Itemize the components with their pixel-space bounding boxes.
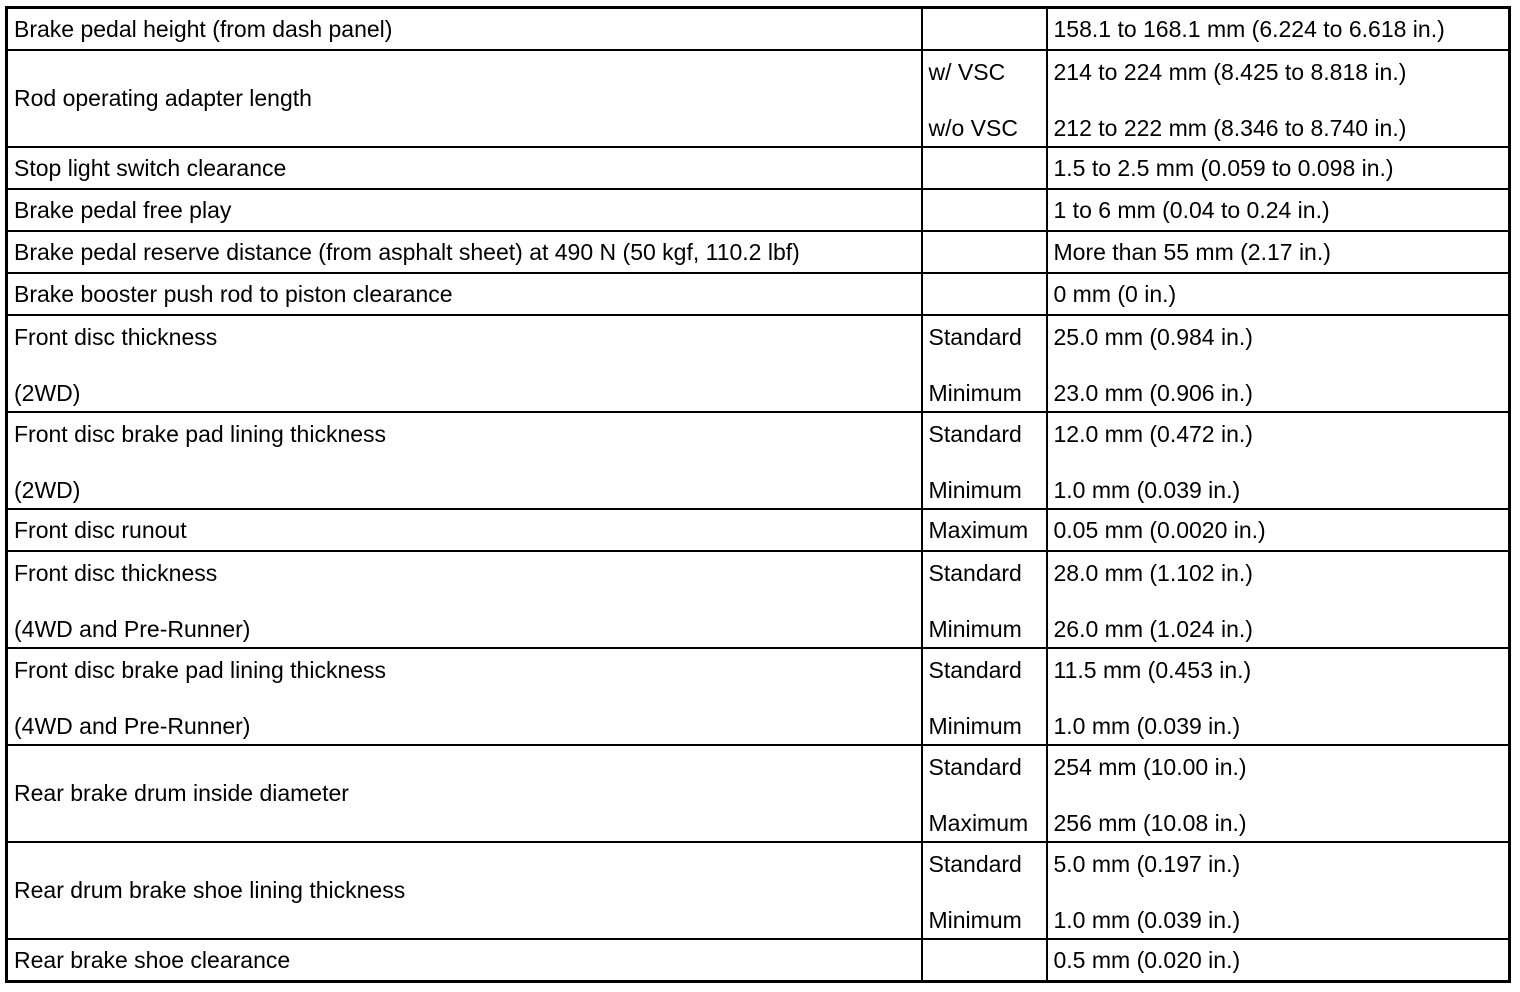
condition-cell — [922, 147, 1047, 189]
condition-cell — [922, 745, 1047, 842]
item-cell: Rear brake drum inside diameter — [7, 745, 922, 842]
item-cell: Brake pedal reserve distance (from asphalt sheet) at 490 N (50 kgf, 110.2 lbf) — [7, 231, 922, 273]
table-row — [7, 8, 1510, 51]
table-row — [7, 315, 1510, 412]
condition-label: Standard — [928, 421, 1022, 447]
condition-label: Standard — [928, 560, 1022, 586]
item-cell: Brake pedal height (from dash panel) — [7, 8, 922, 51]
value-cell — [1047, 315, 1510, 412]
value-cell: 0.5 mm (0.020 in.) — [1047, 939, 1510, 982]
spec-value: 5.0 mm (0.197 in.) — [1053, 851, 1241, 877]
condition-cell — [922, 315, 1047, 412]
table-row — [7, 509, 1510, 551]
condition-cell — [922, 189, 1047, 231]
spec-value: 254 mm (10.00 in.) — [1053, 754, 1247, 780]
item-note: (4WD and Pre-Runner) — [14, 713, 251, 739]
item-cell: Brake booster push rod to piston clearance — [7, 273, 922, 315]
value-cell: More than 55 mm (2.17 in.) — [1047, 231, 1510, 273]
spec-value: 1.0 mm (0.039 in.) — [1053, 907, 1241, 933]
condition-cell — [922, 50, 1047, 147]
condition-cell: Maximum — [922, 509, 1047, 551]
condition-label: Minimum — [928, 616, 1022, 642]
condition-cell — [922, 939, 1047, 982]
condition-label: Standard — [928, 851, 1022, 877]
condition-label: Maximum — [928, 810, 1029, 836]
item-label: Front disc brake pad lining thickness — [14, 421, 387, 447]
value-cell: 1 to 6 mm (0.04 to 0.24 in.) — [1047, 189, 1510, 231]
brake-specification-table — [5, 6, 1511, 983]
condition-label: Minimum — [928, 380, 1022, 406]
item-cell: Stop light switch clearance — [7, 147, 922, 189]
table-row — [7, 745, 1510, 842]
value-cell — [1047, 745, 1510, 842]
condition-cell — [922, 273, 1047, 315]
item-cell — [7, 315, 922, 412]
item-label: Front disc brake pad lining thickness — [14, 657, 387, 683]
value-cell — [1047, 551, 1510, 648]
value-cell: 158.1 to 168.1 mm (6.224 to 6.618 in.) — [1047, 8, 1510, 51]
condition-cell — [922, 842, 1047, 939]
spec-value: 11.5 mm (0.453 in.) — [1053, 657, 1252, 683]
item-cell: Rod operating adapter length — [7, 50, 922, 147]
item-cell: Rear brake shoe clearance — [7, 939, 922, 982]
condition-label: Minimum — [928, 907, 1022, 933]
item-label: Front disc thickness — [14, 560, 218, 586]
spec-value: 256 mm (10.08 in.) — [1053, 810, 1247, 836]
spec-value: 25.0 mm (0.984 in.) — [1053, 324, 1253, 350]
value-cell — [1047, 412, 1510, 509]
condition-cell — [922, 8, 1047, 51]
item-cell: Rear drum brake shoe lining thickness — [7, 842, 922, 939]
value-cell: 1.5 to 2.5 mm (0.059 to 0.098 in.) — [1047, 147, 1510, 189]
condition-label: w/ VSC — [928, 59, 1006, 85]
table-row — [7, 648, 1510, 745]
spec-value: 1.0 mm (0.039 in.) — [1053, 477, 1241, 503]
condition-cell — [922, 231, 1047, 273]
value-cell: 0.05 mm (0.0020 in.) — [1047, 509, 1510, 551]
condition-label: Standard — [928, 657, 1022, 683]
spec-value: 214 to 224 mm (8.425 to 8.818 in.) — [1053, 59, 1407, 85]
spec-value: 28.0 mm (1.102 in.) — [1053, 560, 1253, 586]
item-cell — [7, 648, 922, 745]
table-row — [7, 189, 1510, 231]
item-note: (4WD and Pre-Runner) — [14, 616, 251, 642]
value-cell — [1047, 648, 1510, 745]
condition-cell — [922, 648, 1047, 745]
table-row — [7, 50, 1510, 147]
table-row — [7, 147, 1510, 189]
table-row — [7, 939, 1510, 982]
value-cell: 0 mm (0 in.) — [1047, 273, 1510, 315]
spec-value: 23.0 mm (0.906 in.) — [1053, 380, 1253, 406]
table-row — [7, 412, 1510, 509]
item-note: (2WD) — [14, 477, 81, 503]
condition-label: Standard — [928, 324, 1022, 350]
item-label: Front disc thickness — [14, 324, 218, 350]
condition-label: Minimum — [928, 713, 1022, 739]
spec-value: 212 to 222 mm (8.346 to 8.740 in.) — [1053, 115, 1407, 141]
table-row — [7, 551, 1510, 648]
spec-value: 26.0 mm (1.024 in.) — [1053, 616, 1253, 642]
condition-cell — [922, 412, 1047, 509]
condition-label: w/o VSC — [928, 115, 1018, 141]
condition-cell — [922, 551, 1047, 648]
item-cell: Front disc runout — [7, 509, 922, 551]
value-cell — [1047, 50, 1510, 147]
spec-value: 12.0 mm (0.472 in.) — [1053, 421, 1253, 447]
value-cell — [1047, 842, 1510, 939]
table-row — [7, 273, 1510, 315]
table-row — [7, 231, 1510, 273]
spec-value: 1.0 mm (0.039 in.) — [1053, 713, 1241, 739]
item-cell — [7, 412, 922, 509]
table-row — [7, 842, 1510, 939]
item-cell: Brake pedal free play — [7, 189, 922, 231]
condition-label: Standard — [928, 754, 1022, 780]
item-cell — [7, 551, 922, 648]
item-note: (2WD) — [14, 380, 81, 406]
condition-label: Minimum — [928, 477, 1022, 503]
